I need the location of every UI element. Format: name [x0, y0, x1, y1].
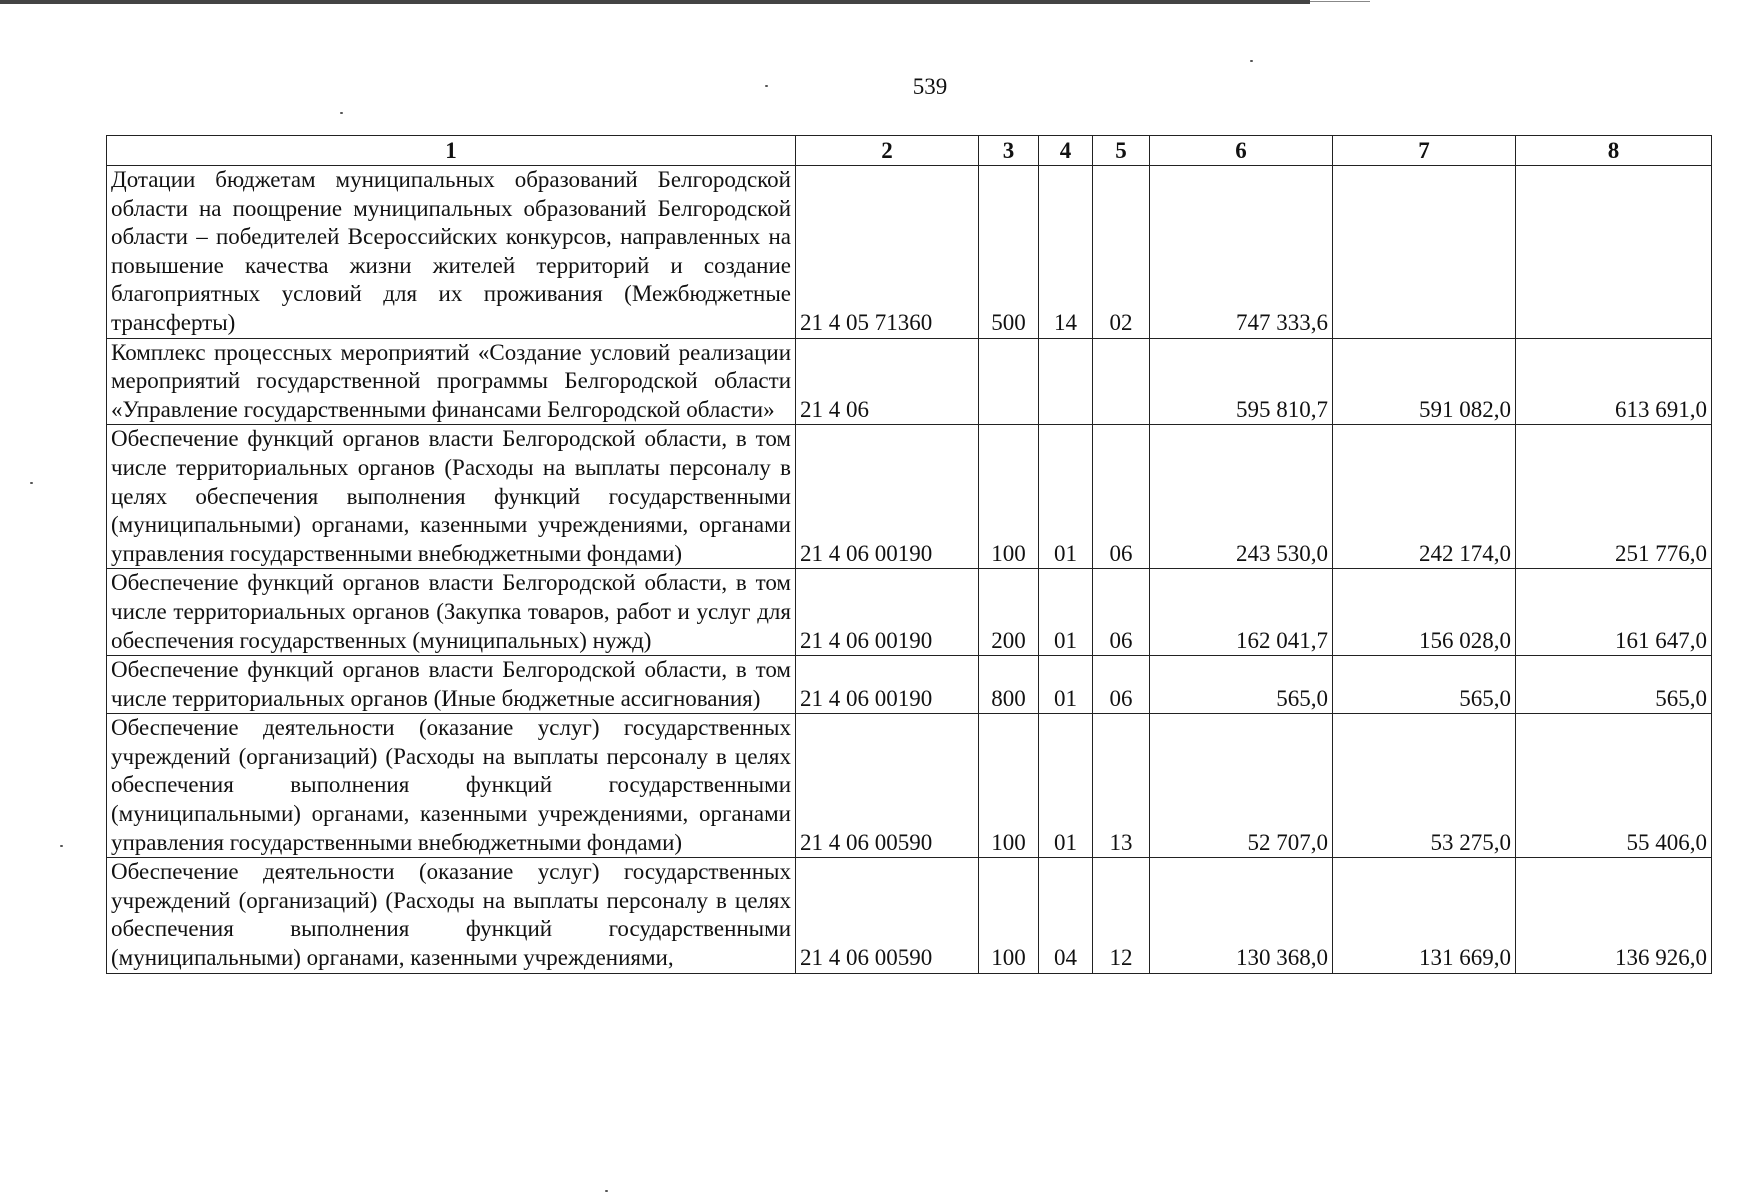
- scan-speck: [60, 845, 63, 847]
- expense-type-code: 500: [979, 166, 1039, 339]
- target-article-code: 21 4 06 00590: [796, 858, 979, 973]
- amount-col-6: 565,0: [1150, 656, 1333, 714]
- row-description: Комплекс процессных мероприятий «Создание условий реализации мероприятий государственной программы Белгородской области «Управление государственными финансами Белгородской области»: [107, 338, 796, 425]
- scan-speck: [340, 112, 343, 114]
- section-code: 14: [1039, 166, 1093, 339]
- section-code: 01: [1039, 714, 1093, 858]
- table-row: [107, 656, 1712, 714]
- section-code: 04: [1039, 858, 1093, 973]
- row-description: Обеспечение деятельности (оказание услуг) государственных учреждений (организаций) (Расходы на выплаты персоналу в целях обеспечения выполнения функций государственными (муниципальными) органами, казенными учреждениями,: [107, 858, 796, 973]
- amount-col-6: 243 530,0: [1150, 425, 1333, 569]
- column-header: 4: [1039, 136, 1093, 166]
- table-row: [107, 425, 1712, 569]
- amount-col-6: 595 810,7: [1150, 338, 1333, 425]
- subsection-code: [1093, 338, 1150, 425]
- amount-col-8: 565,0: [1516, 656, 1712, 714]
- section-code: 01: [1039, 569, 1093, 656]
- amount-col-8: 55 406,0: [1516, 714, 1712, 858]
- expense-type-code: 100: [979, 425, 1039, 569]
- target-article-code: 21 4 05 71360: [796, 166, 979, 339]
- amount-col-7: 591 082,0: [1333, 338, 1516, 425]
- expense-type-code: [979, 338, 1039, 425]
- amount-col-7: 131 669,0: [1333, 858, 1516, 973]
- page-number: 539: [912, 74, 948, 99]
- target-article-code: 21 4 06 00190: [796, 569, 979, 656]
- target-article-code: 21 4 06: [796, 338, 979, 425]
- expense-type-code: 100: [979, 858, 1039, 973]
- target-article-code: 21 4 06 00590: [796, 714, 979, 858]
- subsection-code: 12: [1093, 858, 1150, 973]
- section-code: [1039, 338, 1093, 425]
- scan-top-edge: [0, 0, 1310, 4]
- amount-col-6: 747 333,6: [1150, 166, 1333, 339]
- column-header: 8: [1516, 136, 1712, 166]
- amount-col-7: 156 028,0: [1333, 569, 1516, 656]
- column-header: 7: [1333, 136, 1516, 166]
- amount-col-8: 613 691,0: [1516, 338, 1712, 425]
- row-description: Обеспечение функций органов власти Белгородской области, в том числе территориальных органов (Закупка товаров, работ и услуг для обеспечения государственных (муниципальных) нужд): [107, 569, 796, 656]
- subsection-code: 06: [1093, 425, 1150, 569]
- amount-col-8: 251 776,0: [1516, 425, 1712, 569]
- subsection-code: 13: [1093, 714, 1150, 858]
- amount-col-6: 162 041,7: [1150, 569, 1333, 656]
- table-row: [107, 569, 1712, 656]
- table-row: [107, 338, 1712, 425]
- table-row: [107, 166, 1712, 339]
- table-row: [107, 714, 1712, 858]
- scan-top-edge-tail: [1310, 1, 1370, 2]
- subsection-code: 02: [1093, 166, 1150, 339]
- scan-speck: [765, 85, 768, 87]
- row-description: Дотации бюджетам муниципальных образований Белгородской области на поощрение муниципальных образований Белгородской области – победителей Всероссийских конкурсов, направленных на повышение качества жизни жителей территорий и создание благоприятных условий для их проживания (Межбюджетные трансферты): [107, 166, 796, 339]
- amount-col-8: [1516, 166, 1712, 339]
- amount-col-6: 52 707,0: [1150, 714, 1333, 858]
- amount-col-6: 130 368,0: [1150, 858, 1333, 973]
- header-row: [107, 136, 1712, 166]
- amount-col-7: 242 174,0: [1333, 425, 1516, 569]
- scan-speck: [30, 482, 33, 484]
- column-header: 2: [796, 136, 979, 166]
- target-article-code: 21 4 06 00190: [796, 656, 979, 714]
- expense-type-code: 800: [979, 656, 1039, 714]
- row-description: Обеспечение деятельности (оказание услуг) государственных учреждений (организаций) (Расходы на выплаты персоналу в целях обеспечения выполнения функций государственными (муниципальными) органами, казенными учреждениями, органами управления государственными внебюджетными фондами): [107, 714, 796, 858]
- scan-speck: [1250, 60, 1253, 62]
- column-header: 6: [1150, 136, 1333, 166]
- amount-col-7: 53 275,0: [1333, 714, 1516, 858]
- column-header: 5: [1093, 136, 1150, 166]
- amount-col-8: 161 647,0: [1516, 569, 1712, 656]
- subsection-code: 06: [1093, 569, 1150, 656]
- section-code: 01: [1039, 425, 1093, 569]
- scan-speck: [605, 1190, 608, 1192]
- amount-col-8: 136 926,0: [1516, 858, 1712, 973]
- amount-col-7: 565,0: [1333, 656, 1516, 714]
- expense-type-code: 100: [979, 714, 1039, 858]
- table-row: [107, 858, 1712, 973]
- target-article-code: 21 4 06 00190: [796, 425, 979, 569]
- column-header: 1: [107, 136, 796, 166]
- subsection-code: 06: [1093, 656, 1150, 714]
- budget-table: [106, 135, 1712, 974]
- section-code: 01: [1039, 656, 1093, 714]
- row-description: Обеспечение функций органов власти Белгородской области, в том числе территориальных органов (Расходы на выплаты персоналу в целях обеспечения выполнения функций государственными (муниципальными) органами, казенными учреждениями, органами управления государственными внебюджетными фондами): [107, 425, 796, 569]
- amount-col-7: [1333, 166, 1516, 339]
- row-description: Обеспечение функций органов власти Белгородской области, в том числе территориальных органов (Иные бюджетные ассигнования): [107, 656, 796, 714]
- expense-type-code: 200: [979, 569, 1039, 656]
- column-header: 3: [979, 136, 1039, 166]
